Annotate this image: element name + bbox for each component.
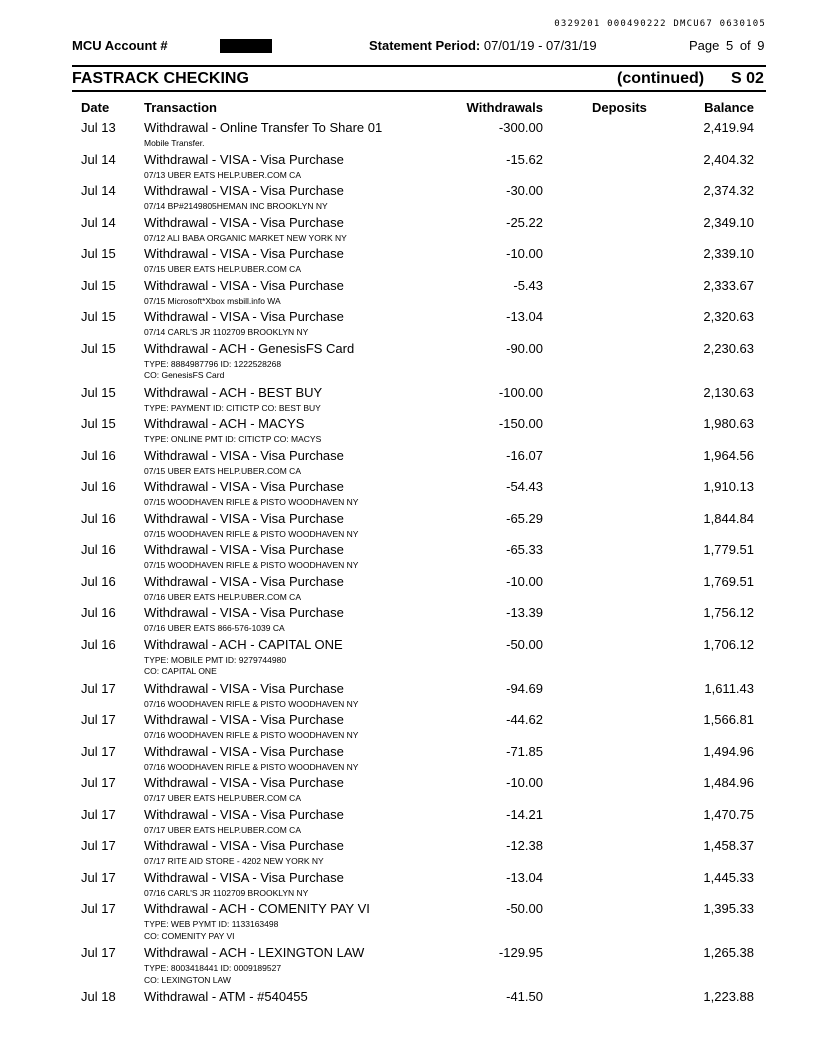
transaction-detail: 07/16 WOODHAVEN RIFLE & PISTO WOODHAVEN NY — [144, 761, 359, 772]
transaction-description: Withdrawal - VISA - Visa Purchase — [144, 183, 344, 198]
transaction-row — [0, 806, 816, 838]
transaction-withdrawal: -5.43 — [513, 277, 543, 293]
transaction-withdrawal: -16.07 — [506, 447, 543, 463]
transaction-row — [0, 151, 816, 183]
transaction-description: Withdrawal - VISA - Visa Purchase — [144, 479, 344, 494]
transaction-date: Jul 17 — [81, 838, 116, 853]
header-rule — [72, 65, 766, 67]
column-header-balance: Balance — [704, 100, 754, 115]
transaction-balance: 1,470.75 — [703, 806, 754, 822]
transaction-description: Withdrawal - VISA - Visa Purchase — [144, 573, 344, 589]
transaction-description: Withdrawal - Online Transfer To Share 01 — [144, 120, 383, 135]
transaction-balance: 1,223.88 — [703, 989, 754, 1004]
transaction-date: Jul 17 — [81, 775, 116, 790]
transaction-withdrawal: -25.22 — [506, 214, 543, 230]
transaction-balance: 1,844.84 — [703, 510, 754, 526]
transaction-date: Jul 17 — [81, 680, 116, 696]
transaction-balance: 1,566.81 — [703, 712, 754, 727]
transaction-balance: 2,419.94 — [703, 120, 754, 135]
transaction-detail: 07/17 RITE AID STORE - 4202 NEW YORK NY — [144, 856, 324, 866]
page-number: Page 5 of 9 — [689, 38, 765, 53]
transaction-description: Withdrawal - VISA - Visa Purchase — [144, 309, 344, 324]
transaction-balance: 1,706.12 — [703, 636, 754, 652]
transaction-balance: 2,130.63 — [703, 384, 754, 400]
transaction-row — [0, 869, 816, 901]
transaction-description: Withdrawal - VISA - Visa Purchase — [144, 277, 344, 293]
transaction-description: Withdrawal - VISA - Visa Purchase — [144, 775, 344, 790]
transaction-date: Jul 15 — [81, 384, 116, 400]
transaction-detail: 07/15 WOODHAVEN RIFLE & PISTO WOODHAVEN NY — [144, 528, 359, 539]
transaction-withdrawal: -10.00 — [506, 573, 543, 589]
transaction-date: Jul 15 — [81, 277, 116, 293]
transaction-row — [0, 711, 816, 743]
transaction-date: Jul 16 — [81, 573, 116, 589]
transaction-date: Jul 13 — [81, 120, 116, 135]
transaction-withdrawal: -50.00 — [506, 636, 543, 652]
transaction-description: Withdrawal - VISA - Visa Purchase — [144, 838, 344, 853]
transaction-withdrawal: -90.00 — [506, 340, 543, 356]
transaction-balance: 1,484.96 — [703, 775, 754, 790]
transaction-balance: 2,339.10 — [703, 246, 754, 261]
transaction-balance: 1,611.43 — [704, 680, 754, 696]
transaction-detail: TYPE: PAYMENT ID: CITICTP CO: BEST BUY — [144, 402, 321, 413]
transaction-withdrawal: -300.00 — [498, 120, 543, 135]
transaction-detail: 07/17 UBER EATS HELP.UBER.COM CA — [144, 824, 301, 835]
transaction-description: Withdrawal - VISA - Visa Purchase — [144, 151, 344, 167]
transaction-detail: TYPE: 8884987796 ID: 1222528268 — [144, 358, 282, 369]
transaction-date: Jul 18 — [81, 989, 116, 1004]
column-header-date: Date — [81, 100, 110, 115]
transaction-detail: 07/12 ALI BABA ORGANIC MARKET NEW YORK NY — [144, 232, 347, 243]
transaction-date: Jul 16 — [81, 636, 116, 652]
transaction-date: Jul 16 — [81, 542, 116, 557]
transaction-description: Withdrawal - VISA - Visa Purchase — [144, 743, 344, 759]
transaction-balance: 1,265.38 — [703, 945, 754, 960]
statement-period-label: Statement Period: — [369, 38, 481, 53]
transaction-withdrawal: -54.43 — [506, 479, 543, 494]
transaction-withdrawal: -13.39 — [506, 605, 543, 620]
transaction-balance: 2,333.67 — [703, 277, 754, 293]
section-code: S 02 — [731, 70, 764, 87]
transaction-description: Withdrawal - ACH - MACYS — [144, 416, 305, 431]
statement-period-value: 07/01/19 - 07/31/19 — [483, 38, 597, 53]
transaction-detail: TYPE: WEB PYMT ID: 1133163498 — [144, 919, 279, 929]
account-label: MCU Account # — [72, 38, 168, 53]
transaction-description: Withdrawal - VISA - Visa Purchase — [144, 246, 344, 261]
transaction-date: Jul 17 — [81, 743, 116, 759]
transaction-row — [0, 447, 816, 479]
column-header-withdrawals: Withdrawals — [466, 100, 543, 115]
transaction-description: Withdrawal - VISA - Visa Purchase — [144, 680, 344, 696]
transaction-description: Withdrawal - ACH - COMENITY PAY VI — [144, 901, 370, 916]
transaction-row — [0, 774, 816, 806]
transaction-row — [0, 541, 816, 573]
transaction-row — [0, 510, 816, 542]
transaction-date: Jul 16 — [81, 605, 116, 620]
transaction-date: Jul 16 — [81, 447, 116, 463]
transaction-description: Withdrawal - VISA - Visa Purchase — [144, 869, 344, 885]
transaction-withdrawal: -65.29 — [506, 510, 543, 526]
transaction-withdrawal: -10.00 — [506, 246, 543, 261]
transaction-withdrawal: -10.00 — [506, 775, 543, 790]
transaction-detail: 07/16 WOODHAVEN RIFLE & PISTO WOODHAVEN NY — [144, 730, 359, 740]
transaction-row — [0, 277, 816, 309]
transaction-date: Jul 14 — [81, 151, 116, 167]
transaction-withdrawal: -100.00 — [498, 384, 543, 400]
transaction-description: Withdrawal - VISA - Visa Purchase — [144, 542, 344, 557]
transaction-detail: CO: LEXINGTON LAW — [144, 974, 231, 985]
transaction-detail: Mobile Transfer. — [144, 138, 205, 148]
transaction-row — [0, 182, 816, 214]
transaction-withdrawal: -30.00 — [506, 183, 543, 198]
transaction-row — [0, 415, 816, 447]
transaction-detail: CO: GenesisFS Card — [144, 370, 225, 380]
transaction-description: Withdrawal - VISA - Visa Purchase — [144, 605, 344, 620]
transaction-detail: 07/16 WOODHAVEN RIFLE & PISTO WOODHAVEN NY — [144, 698, 359, 709]
transaction-row — [0, 743, 816, 775]
transaction-row — [0, 944, 816, 988]
transaction-row — [0, 308, 816, 340]
transaction-detail: 07/17 UBER EATS HELP.UBER.COM CA — [144, 793, 301, 803]
transaction-detail: 07/15 WOODHAVEN RIFLE & PISTO WOODHAVEN NY — [144, 497, 359, 507]
transaction-withdrawal: -71.85 — [506, 743, 543, 759]
transaction-list — [0, 119, 816, 1008]
transaction-detail: TYPE: 8003418441 ID: 0009189527 — [144, 963, 282, 973]
transaction-row — [0, 573, 816, 605]
transaction-row — [0, 636, 816, 680]
transaction-row — [0, 214, 816, 246]
transaction-row — [0, 837, 816, 869]
transaction-row — [0, 988, 816, 1008]
transaction-balance: 1,769.51 — [703, 573, 754, 589]
transaction-date: Jul 16 — [81, 510, 116, 526]
transaction-balance: 1,910.13 — [703, 479, 754, 494]
transaction-date: Jul 17 — [81, 806, 116, 822]
transaction-detail: TYPE: MOBILE PMT ID: 9279744980 — [144, 654, 287, 665]
transaction-detail: 07/15 UBER EATS HELP.UBER.COM CA — [144, 264, 301, 274]
column-header-transaction: Transaction — [144, 100, 217, 115]
transaction-row — [0, 478, 816, 510]
transaction-withdrawal: -129.95 — [498, 945, 543, 960]
transaction-balance: 2,349.10 — [703, 214, 754, 230]
column-header-deposits: Deposits — [592, 100, 647, 115]
transaction-date: Jul 17 — [81, 712, 116, 727]
transaction-row — [0, 245, 816, 277]
transaction-balance: 1,779.51 — [703, 542, 754, 557]
transaction-row — [0, 340, 816, 384]
transaction-description: Withdrawal - VISA - Visa Purchase — [144, 447, 344, 463]
transaction-detail: CO: CAPITAL ONE — [144, 666, 217, 676]
section-rule — [72, 90, 766, 92]
transaction-date: Jul 15 — [81, 416, 116, 431]
account-number-redaction — [220, 39, 272, 53]
transaction-detail: TYPE: ONLINE PMT ID: CITICTP CO: MACYS — [144, 434, 322, 444]
transaction-date: Jul 14 — [81, 214, 116, 230]
transaction-description: Withdrawal - VISA - Visa Purchase — [144, 712, 344, 727]
transaction-withdrawal: -65.33 — [506, 542, 543, 557]
transaction-detail: 07/15 UBER EATS HELP.UBER.COM CA — [144, 465, 301, 476]
transaction-balance: 1,980.63 — [703, 416, 754, 431]
transaction-detail: 07/15 WOODHAVEN RIFLE & PISTO WOODHAVEN NY — [144, 560, 359, 570]
transaction-date: Jul 15 — [81, 309, 116, 324]
transaction-date: Jul 17 — [81, 901, 116, 916]
transaction-withdrawal: -41.50 — [506, 989, 543, 1004]
section-title: FASTRACK CHECKING — [72, 70, 249, 87]
barcode-text: 0329201 000490222 DMCU67 0630105 — [554, 19, 766, 29]
transaction-description: Withdrawal - ACH - BEST BUY — [144, 384, 323, 400]
transaction-description: Withdrawal - ACH - GenesisFS Card — [144, 340, 355, 356]
transaction-balance: 1,494.96 — [703, 743, 754, 759]
transaction-date: Jul 15 — [81, 246, 116, 261]
section-continued: (continued) — [617, 70, 705, 87]
transaction-row — [0, 680, 816, 712]
transaction-row — [0, 604, 816, 636]
transaction-date: Jul 17 — [81, 945, 116, 960]
transaction-balance: 1,458.37 — [703, 838, 754, 853]
transaction-description: Withdrawal - ACH - CAPITAL ONE — [144, 636, 343, 652]
transaction-detail: 07/14 BP#2149805HEMAN INC BROOKLYN NY — [144, 201, 328, 211]
transaction-detail: 07/16 CARL'S JR 1102709 BROOKLYN NY — [144, 887, 309, 898]
statement-period — [369, 38, 597, 53]
transaction-date: Jul 16 — [81, 479, 116, 494]
transaction-detail: CO: COMENITY PAY VI — [144, 930, 235, 941]
transaction-withdrawal: -13.04 — [506, 309, 543, 324]
transaction-detail: 07/13 UBER EATS HELP.UBER.COM CA — [144, 169, 301, 180]
transaction-balance: 2,320.63 — [703, 309, 754, 324]
transaction-withdrawal: -14.21 — [506, 806, 543, 822]
transaction-withdrawal: -12.38 — [506, 838, 543, 853]
transaction-withdrawal: -13.04 — [506, 869, 543, 885]
transaction-date: Jul 17 — [81, 869, 116, 885]
transaction-balance: 1,964.56 — [703, 447, 754, 463]
transaction-detail: 07/16 UBER EATS HELP.UBER.COM CA — [144, 591, 301, 602]
transaction-balance: 1,756.12 — [703, 605, 754, 620]
transaction-description: Withdrawal - VISA - Visa Purchase — [144, 806, 344, 822]
transaction-withdrawal: -15.62 — [506, 151, 543, 167]
transaction-balance: 1,395.33 — [703, 901, 754, 916]
transaction-row — [0, 119, 816, 151]
transaction-description: Withdrawal - ATM - #540455 — [144, 989, 308, 1004]
transaction-date: Jul 14 — [81, 183, 116, 198]
transaction-detail: 07/14 CARL'S JR 1102709 BROOKLYN NY — [144, 327, 309, 337]
transaction-balance: 2,374.32 — [703, 183, 754, 198]
transaction-withdrawal: -94.69 — [506, 680, 543, 696]
transaction-detail: 07/15 Microsoft*Xbox msbill.info WA — [144, 295, 281, 306]
transaction-balance: 2,230.63 — [703, 340, 754, 356]
transaction-withdrawal: -44.62 — [506, 712, 543, 727]
transaction-description: Withdrawal - ACH - LEXINGTON LAW — [144, 945, 365, 960]
transaction-description: Withdrawal - VISA - Visa Purchase — [144, 510, 344, 526]
transaction-withdrawal: -50.00 — [506, 901, 543, 916]
transaction-detail: 07/16 UBER EATS 866-576-1039 CA — [144, 623, 285, 633]
transaction-withdrawal: -150.00 — [498, 416, 543, 431]
transaction-date: Jul 15 — [81, 340, 116, 356]
transaction-row — [0, 900, 816, 944]
transaction-balance: 1,445.33 — [703, 869, 754, 885]
transaction-balance: 2,404.32 — [703, 151, 754, 167]
transaction-description: Withdrawal - VISA - Visa Purchase — [144, 214, 344, 230]
transaction-row — [0, 384, 816, 416]
